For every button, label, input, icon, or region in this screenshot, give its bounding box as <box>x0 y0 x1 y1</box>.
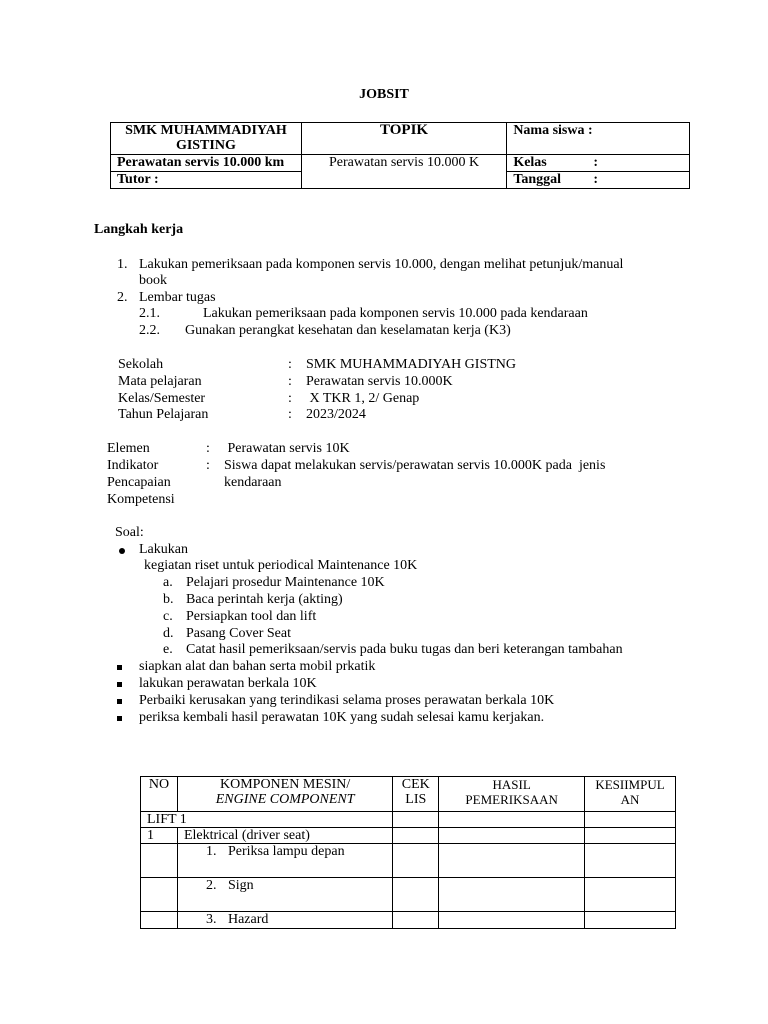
class-colon: : <box>593 155 598 170</box>
indicator-value-1: Siswa dapat melakukan servis/perawatan servis 10.000K pada jenis <box>224 458 606 473</box>
section-heading: Langkah kerja <box>94 222 184 237</box>
square-bullet-icon <box>117 716 122 721</box>
soal-sub-c-text: Persiapkan tool dan lift <box>186 609 317 624</box>
result-cell[interactable] <box>439 844 585 878</box>
col-result-header <box>439 777 585 812</box>
col-no-label: NO <box>148 777 170 792</box>
step-1-continuation: book <box>139 273 167 288</box>
document-title: JOBSIT <box>359 87 409 102</box>
table-row-item-cell <box>177 912 392 929</box>
school-name-line2: GISTING <box>175 138 236 153</box>
step-2-number: 2. <box>117 290 128 305</box>
table-row-item-cell <box>177 844 392 878</box>
col-component-label-2: ENGINE COMPONENT <box>215 792 355 807</box>
item-1-text: Periksa lampu depan <box>227 844 345 859</box>
result-cell[interactable] <box>439 812 585 828</box>
soal-sub-b-number: b. <box>163 592 174 607</box>
col-check-label-1: CEK <box>401 777 430 792</box>
conclusion-cell[interactable] <box>585 844 676 878</box>
student-name-cell <box>507 123 690 155</box>
element-colon: : <box>206 441 210 456</box>
tutor-cell <box>111 172 302 189</box>
info-school-label: Sekolah <box>118 357 164 372</box>
soal-sub-a-text: Pelajari prosedur Maintenance 10K <box>186 575 385 590</box>
soal-sub-b-text: Baca perintah kerja (akting) <box>186 592 343 607</box>
step-2-text: Lembar tugas <box>139 290 216 305</box>
soal-label: Soal: <box>115 525 144 540</box>
result-cell[interactable] <box>439 828 585 844</box>
check-cell[interactable] <box>393 828 439 844</box>
class-cell <box>507 155 690 172</box>
info-subject-value: Perawatan servis 10.000K <box>306 374 453 389</box>
substep-2-1-number: 2.1. <box>139 306 160 321</box>
table-row-no-cell <box>141 878 178 912</box>
info-school-colon: : <box>288 357 292 372</box>
col-component-header <box>177 777 392 812</box>
bullet-dot-icon <box>119 548 125 554</box>
indicator-label-3: Kompetensi <box>107 492 175 507</box>
topic-label: TOPIK <box>380 122 429 138</box>
result-cell[interactable] <box>439 912 585 929</box>
col-check-header <box>393 777 439 812</box>
soal-main-text: Lakukan <box>139 542 188 557</box>
soal-bullet-3: Perbaiki kerusakan yang terindikasi selama proses perawatan berkala 10K <box>139 693 555 708</box>
info-class-semester-label: Kelas/Semester <box>118 391 206 406</box>
square-bullet-icon <box>117 699 122 704</box>
col-component-label-1: KOMPONEN MESIN/ <box>219 777 351 792</box>
program-left: Perawatan servis 10.000 km <box>117 155 285 170</box>
substep-2-1-text: Lakukan pemeriksaan pada komponen servis 10.000 pada kendaraan <box>203 306 588 321</box>
soal-main-continuation: kegiatan riset untuk periodical Maintenance 10K <box>144 558 418 573</box>
col-result-label-1: HASIL <box>492 777 531 792</box>
col-conclusion-header <box>585 777 676 812</box>
item-2-text: Sign <box>227 878 254 893</box>
item-1-number: 1. <box>205 844 217 859</box>
school-name-line1: SMK MUHAMMADIYAH <box>125 123 287 138</box>
element-value: Perawatan servis 10K <box>224 441 350 456</box>
conclusion-cell[interactable] <box>585 912 676 929</box>
info-subject-colon: : <box>288 374 292 389</box>
group-no: 1 <box>147 828 154 843</box>
soal-bullet-1: siapkan alat dan bahan serta mobil prkatik <box>139 659 376 674</box>
info-class-semester-value: X TKR 1, 2/ Genap <box>306 391 420 406</box>
conclusion-cell[interactable] <box>585 878 676 912</box>
soal-bullet-2: lakukan perawatan berkala 10K <box>139 676 317 691</box>
group-no-cell <box>141 828 178 844</box>
element-label: Elemen <box>107 441 150 456</box>
col-no-header <box>141 777 178 812</box>
program-center-cell <box>301 155 507 189</box>
table-row-item-cell <box>177 878 392 912</box>
square-bullet-icon <box>117 682 122 687</box>
check-cell[interactable] <box>393 812 439 828</box>
check-cell[interactable] <box>393 912 439 929</box>
info-year-value: 2023/2024 <box>306 407 366 422</box>
substep-2-2-number: 2.2. <box>139 323 160 338</box>
soal-bullet-4: periksa kembali hasil perawatan 10K yang sudah selesai kamu kerjakan. <box>139 710 545 725</box>
indicator-colon: : <box>206 458 210 473</box>
date-cell <box>507 172 690 189</box>
substep-2-2-text: Gunakan perangkat kesehatan dan keselamatan kerja (K3) <box>185 323 511 338</box>
info-class-semester-colon: : <box>288 391 292 406</box>
square-bullet-icon <box>117 665 122 670</box>
indicator-value-2: kendaraan <box>224 475 282 490</box>
step-1-text: Lakukan pemeriksaan pada komponen servis 10.000, dengan melihat petunjuk/manual <box>139 257 624 272</box>
info-school-value: SMK MUHAMMADIYAH GISTNG <box>306 357 517 372</box>
item-2-number: 2. <box>205 878 217 893</box>
col-result-label-2: PEMERIKSAAN <box>465 792 558 807</box>
step-1-number: 1. <box>117 257 128 272</box>
soal-sub-e-number: e. <box>163 642 173 657</box>
soal-sub-d-text: Pasang Cover Seat <box>186 626 291 641</box>
lift-label: LIFT 1 <box>147 812 187 827</box>
date-label: Tanggal <box>513 172 562 187</box>
header-table <box>110 122 690 189</box>
soal-sub-c-number: c. <box>163 609 173 624</box>
indicator-label-1: Indikator <box>107 458 159 473</box>
group-label-cell <box>177 828 392 844</box>
table-row-no-cell <box>141 844 178 878</box>
school-name-cell <box>111 123 302 155</box>
tutor-label: Tutor : <box>117 172 159 187</box>
soal-sub-a-number: a. <box>163 575 173 590</box>
indicator-label-2: Pencapaian <box>107 475 171 490</box>
soal-sub-e-text: Catat hasil pemeriksaan/servis pada buku tugas dan beri keterangan tambahan <box>186 642 623 657</box>
conclusion-cell[interactable] <box>585 828 676 844</box>
col-conclusion-label-2: AN <box>620 792 640 807</box>
check-cell[interactable] <box>393 878 439 912</box>
date-colon: : <box>593 172 598 187</box>
student-name-label: Nama siswa : <box>513 123 593 138</box>
table-row-no-cell <box>141 912 178 929</box>
program-left-cell <box>111 155 302 172</box>
col-check-label-2: LIS <box>405 792 427 807</box>
group-label: Elektrical (driver seat) <box>183 828 310 843</box>
result-cell[interactable] <box>439 878 585 912</box>
info-year-label: Tahun Pelajaran <box>118 407 209 422</box>
item-3-number: 3. <box>205 912 217 927</box>
lift-label-cell <box>141 812 393 828</box>
info-subject-label: Mata pelajaran <box>118 374 202 389</box>
topic-label-cell <box>301 123 507 155</box>
info-year-colon: : <box>288 407 292 422</box>
class-label: Kelas <box>513 155 547 170</box>
item-3-text: Hazard <box>227 912 269 927</box>
col-conclusion-label-1: KESIIMPUL <box>595 777 665 792</box>
check-cell[interactable] <box>393 844 439 878</box>
soal-sub-d-number: d. <box>163 626 174 641</box>
program-center: Perawatan servis 10.000 K <box>329 155 480 170</box>
component-check-table <box>140 776 676 929</box>
conclusion-cell[interactable] <box>585 812 676 828</box>
